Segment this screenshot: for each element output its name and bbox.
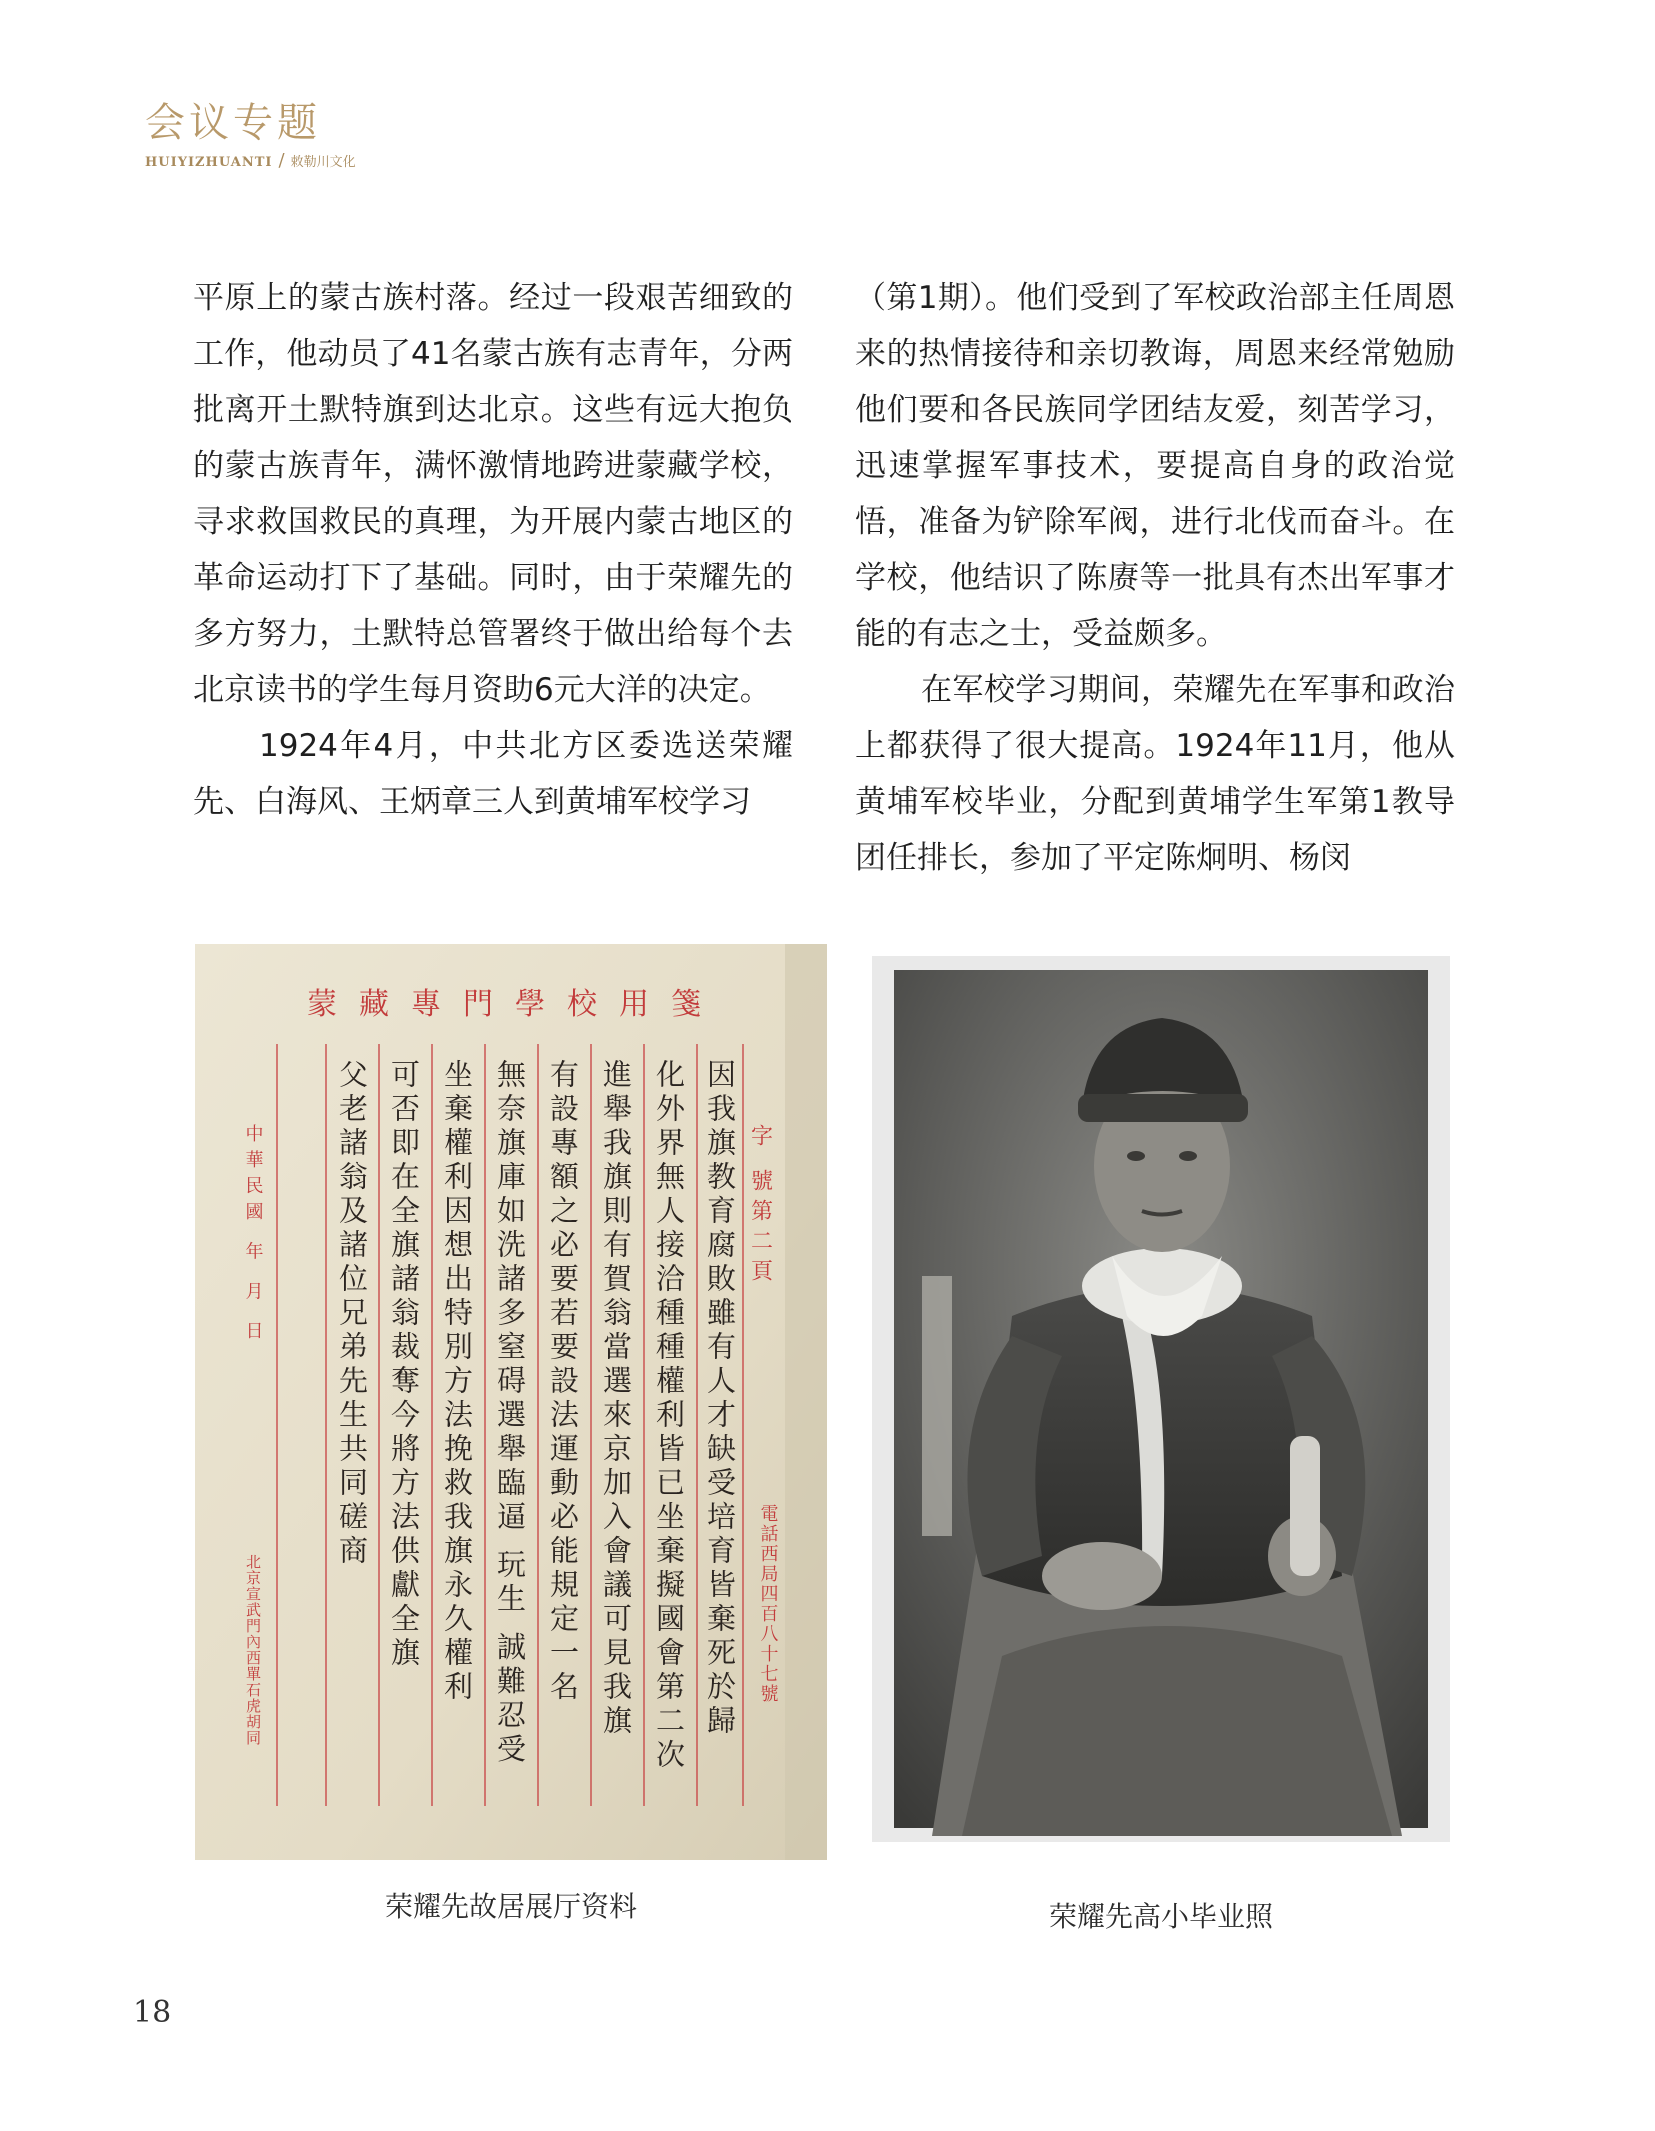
portrait-photo bbox=[872, 956, 1450, 1842]
letter-line: 無奈旗庫如洗諸多窒碍選舉臨逼 玩生 誠難忍受 bbox=[493, 1059, 527, 1768]
letter-line: 父老諸翁及諸位兄弟先生共同磋商 bbox=[335, 1059, 369, 1569]
paragraph: （第1期）。他们受到了军校政治部主任周恩来的热情接待和亲切教诲，周恩来经常勉励他们要和各民族同学团结友爱，刻苦学习，迅速掌握军事技术，要提高自身的政治觉悟，准备为铲除军阀，进行北伐而奋斗。在学校，他结识了陈赓等一批具有杰出军事才能的有志之士，受益颇多。 bbox=[855, 280, 1455, 652]
phone-text: 電話西局四百八十七號 bbox=[757, 1504, 779, 1704]
address-text: 北京宣武門內西單石虎胡同 bbox=[244, 1554, 262, 1746]
paragraph: 1924年4月，中共北方区委选送荣耀先、白海风、王炳章三人到黄埔军校学习 bbox=[193, 728, 793, 820]
letter-photo bbox=[195, 944, 827, 1860]
paragraph: 平原上的蒙古族村落。经过一段艰苦细致的工作，他动员了41名蒙古族有志青年，分两批离开土默特旗到达北京。这些有远大抱负的蒙古族青年，满怀激情地跨进蒙藏学校，寻求救国救民的真理，为开展内蒙古地区的革命运动打下了基础。同时，由于荣耀先的多方努力，土默特总管署终于做出给每个去北京读书的学生每月资助6元大洋的决定。 bbox=[193, 280, 793, 708]
letterhead-text: 蒙藏專門學校用箋 bbox=[307, 987, 723, 1022]
letter-line: 化外界無人接洽種種權利皆已坐棄擬國會第二次 bbox=[652, 1059, 686, 1773]
letter-line: 坐棄權利因想出特別方法挽救我旗永久權利 bbox=[440, 1059, 474, 1705]
section-slash: / bbox=[278, 150, 285, 171]
paragraph: 在军校学习期间，荣耀先在军事和政治上都获得了很大提高。1924年11月，他从黄埔军校毕业，分配到黄埔学生军第1教导团任排长，参加了平定陈炯明、杨闵 bbox=[855, 672, 1455, 876]
page-mark-text: 字 號第二頁 bbox=[747, 1124, 773, 1289]
article-left-column bbox=[193, 270, 793, 830]
article-right-column bbox=[855, 270, 1455, 886]
page-number: 18 bbox=[133, 1995, 172, 2030]
letter-line: 可否即在全旗諸翁裁奪今將方法供獻全旗 bbox=[387, 1059, 421, 1671]
letter-caption: 荣耀先故居展厅资料 bbox=[384, 1890, 637, 1923]
date-text: 中華民國 年 月 日 bbox=[242, 1124, 264, 1348]
section-category: 敕勒川文化 bbox=[290, 155, 356, 170]
letter-line: 有設專額之必要若要設法運動必能規定一名 bbox=[546, 1059, 580, 1705]
page-header bbox=[145, 100, 356, 171]
section-pinyin: HUIYIZHUANTI bbox=[145, 155, 273, 170]
section-title: 会议专题 bbox=[145, 100, 321, 146]
letter-line: 因我旗教育腐敗雖有人才缺受培育皆棄死於歸 bbox=[703, 1059, 737, 1739]
photo-caption: 荣耀先高小毕业照 bbox=[1048, 1900, 1273, 1933]
letter-line: 進舉我旗則有賀翁當選來京加入會議可見我旗 bbox=[599, 1059, 633, 1739]
section-subtitle bbox=[145, 150, 356, 171]
